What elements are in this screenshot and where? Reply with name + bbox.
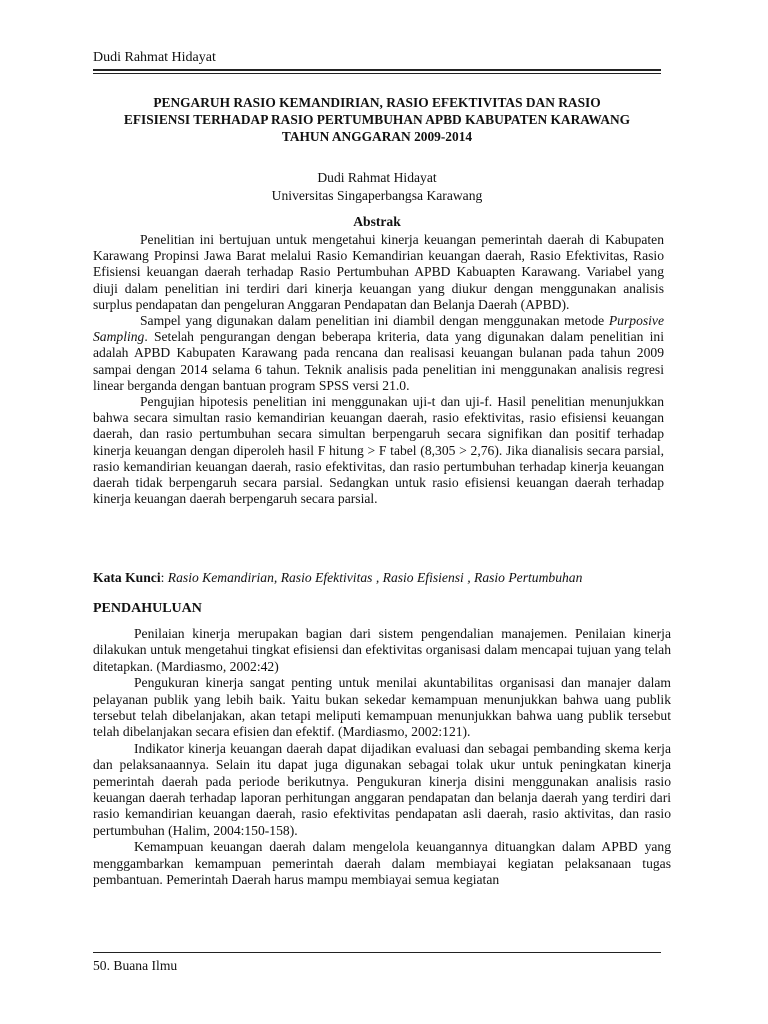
title-line-1: PENGARUH RASIO KEMANDIRIAN, RASIO EFEKTIVITAS DAN RASIO [153,95,601,110]
intro-paragraph-1: Penilaian kinerja merupakan bagian dari sistem pengendalian manajemen. Penilaian kinerja dilakukan untuk mengetahui tingkat efisiensi dan efektivitas organisasi dalam mencapai tujuan yang telah ditetapkan. (Mardiasmo, 2002:42) [93,626,671,674]
author-name: Dudi Rahmat Hidayat [317,170,437,185]
abstract-p2-text-b: . Setelah pengurangan dengan beberapa kriteria, data yang digunakan dalam penelitian ini adalah APBD Kabupaten Karawang pada rencana dan realisasi keuangan bulanan pada tahun 2009 sampai dengan 2014 selama 6 tahun. Teknik analisis pada penelitian ini menggunakan analisis regresi linear berganda dengan bantuan program SPSS versi 21.0. [93,329,664,393]
header-rule-thick [93,69,661,71]
abstract-p2-method: Purposive Sampling [93,313,664,345]
abstract-p2-text-a: Sampel yang digunakan dalam penelitian ini diambil dengan menggunakan metode [140,313,609,329]
abstract-heading: Abstrak [353,214,401,229]
section-heading-introduction: PENDAHULUAN [93,601,202,616]
title-line-2: EFISIENSI TERHADAP RASIO PERTUMBUHAN APBD KABUPATEN KARAWANG [123,112,631,127]
paper-title [93,94,661,145]
header-rule-thin [93,73,661,74]
intro-paragraph-2: Pengukuran kinerja sangat penting untuk menilai akuntabilitas organisasi dan manajer dalam pelayanan publik yang lebih baik. Yaitu bukan sekedar kemampuan menunjukkan bahwa uang publik tersebut telah dibelanjakan, akan tetapi meliputi kemampuan menunjukkan bahwa uang publik tersebut telah dibelanjakan secara efisien dan efektif. (Mardiasmo, 2002:121). [93,675,671,740]
title-line-3: TAHUN ANGGARAN 2009-2014 [281,129,473,144]
abstract-body [93,232,664,507]
keywords-label: Kata Kunci [93,570,161,585]
keywords: Kata Kunci: Rasio Kemandirian, Rasio Efektivitas , Rasio Efisiensi , Rasio Pertumbuhan [93,570,583,585]
page-footer: 50. Buana Ilmu [93,958,178,973]
author-block [93,169,661,205]
footer-rule [93,952,661,953]
abstract-paragraph-2 [93,313,664,394]
intro-paragraph-4: Kemampuan keuangan daerah dalam mengelola keuangannya dituangkan dalam APBD yang menggambarkan kemampuan pemerintah daerah dalam membiayai kegiatan pelaksanaan tugas pembantuan. Pemerintah Daerah harus mampu membiayai semua kegiatan [93,839,671,888]
author-affiliation: Universitas Singaperbangsa Karawang [271,188,483,203]
running-head: Dudi Rahmat Hidayat [93,50,216,65]
introduction-body [93,626,671,889]
abstract-paragraph-3: Pengujian hipotesis penelitian ini menggunakan uji-t dan uji-f. Hasil penelitian menunjukkan bahwa secara simultan rasio kemandirian keuangan daerah, rasio efektivitas, rasio efisiensi keuangan daerah, dan rasio pertumbuhan secara simultan berpengaruh secara signifikan dan positif terhadap kinerja keuangan dengan diperoleh hasil F hitung > F tabel (8,305 > 2,76). Jika dianalisis secara parsial, rasio kemandirian keuangan daerah, rasio efektivitas, dan rasio pertumbuhan terhadap kinerja keuangan daerah tidak berpengaruh secara parsial. Sedangkan untuk rasio efisiensi keuangan daerah terhadap kinerja keuangan daerah berpengaruh secara parsial. [93,394,664,507]
intro-paragraph-3: Indikator kinerja keuangan daerah dapat dijadikan evaluasi dan sebagai pembanding skema kerja dan pelaksanaannya. Selain itu dapat juga digunakan sebagai tolak ukur untuk peningkatan kinerja pemerintah daerah pada periode berikutnya. Pengukuran kinerja disini menggunakan analisis rasio keuangan daerah terhadap laporan perhitungan anggaran pendapatan dan belanja daerah yang terdiri dari rasio kemandirian keuangan daerah, rasio efektivitas pendapatan asli daerah, rasio aktivitas, dan rasio pertumbuhan (Halim, 2004:150-158). [93,740,671,838]
abstract-paragraph-1: Penelitian ini bertujuan untuk mengetahui kinerja keuangan pemerintah daerah di Kabupaten Karawang Propinsi Jawa Barat melalui Rasio Kemandirian keuangan daerah, Rasio Efektivitas, Rasio Efisiensi keuangan daerah terhadap Rasio Pertumbuhan APBD Kabuapten Karawang. Variabel yang diuji dalam penelitian ini terdiri dari kinerja keuangan yang diukur dengan menggunakan analisis surplus pendapatan dan pengeluran Anggaran Pendapatan dan Belanja Daerah (APBD). [93,232,664,312]
keywords-terms: Rasio Kemandirian, Rasio Efektivitas , Rasio Efisiensi , Rasio Pertumbuhan [167,570,583,585]
